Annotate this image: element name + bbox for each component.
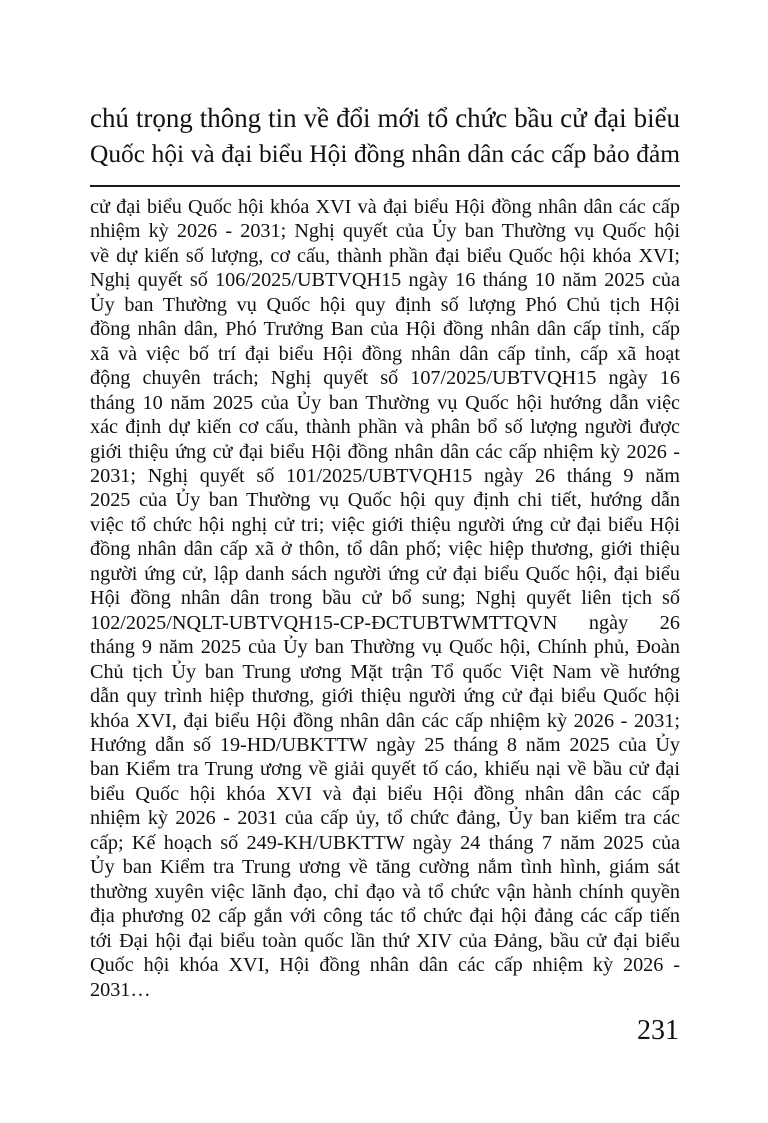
body-line: người ứng cử, lập danh sách người ứng cử đại biểu Quốc hội, đại biểu xyxy=(90,562,680,585)
heading-line: chú trọng thông tin về đổi mới tổ chức bầu cử đại biểu xyxy=(90,103,680,133)
body-line: dẫn quy trình hiệp thương, giới thiệu người ứng cử đại biểu Quốc hội xyxy=(90,685,680,708)
body-line: động chuyên trách; Nghị quyết số 107/2025/UBTVQH15 ngày 16 xyxy=(90,367,680,390)
body-line: giới thiệu ứng cử đại biểu Hội đồng nhân dân các cấp nhiệm kỳ 2026 - xyxy=(90,440,680,463)
body-line: đồng nhân dân cấp xã ở thôn, tổ dân phố; việc hiệp thương, giới thiệu xyxy=(90,538,680,561)
body-line: 102/2025/NQLT-UBTVQH15-CP-ĐCTUBTWMTTQVN ngày 26 xyxy=(90,611,680,634)
page-number: 231 xyxy=(637,1015,679,1046)
body-line: Hội đồng nhân dân trong bầu cử bổ sung; Nghị quyết liên tịch số xyxy=(90,587,680,610)
body-line: tới Đại hội đại biểu toàn quốc lần thứ XIV của Đảng, bầu cử đại biểu xyxy=(90,929,680,952)
body-line: cử đại biểu Quốc hội khóa XVI và đại biểu Hội đồng nhân dân các cấp xyxy=(90,196,680,218)
body-line: Hướng dẫn số 19-HD/UBKTTW ngày 25 tháng 8 năm 2025 của Ủy xyxy=(90,733,680,756)
body-line: thường xuyên việc lãnh đạo, chỉ đạo và tổ chức vận hành chính quyền xyxy=(90,880,680,903)
body-line: việc tổ chức hội nghị cử tri; việc giới thiệu người ứng cử đại biểu Hội xyxy=(90,513,680,536)
body-line: xác định dự kiến cơ cấu, thành phần và phân bổ số lượng người được xyxy=(90,416,680,439)
body-line: Nghị quyết số 106/2025/UBTVQH15 ngày 16 tháng 10 năm 2025 của xyxy=(90,269,680,292)
body-line: Ủy ban Thường vụ Quốc hội quy định số lượng Phó Chủ tịch Hội xyxy=(90,293,680,316)
footnote-separator-rule xyxy=(90,185,680,187)
body-line: tháng 10 năm 2025 của Ủy ban Thường vụ Quốc hội hướng dẫn việc xyxy=(90,391,680,414)
body-line: nhiệm kỳ 2026 - 2031 của cấp ủy, tổ chức đảng, Ủy ban kiểm tra các xyxy=(90,807,680,830)
body-line: 2025 của Ủy ban Thường vụ Quốc hội quy định chi tiết, hướng dẫn xyxy=(90,489,680,512)
body-line: 2031; Nghị quyết số 101/2025/UBTVQH15 ngày 26 tháng 9 năm xyxy=(90,464,680,487)
body-line: địa phương 02 cấp gắn với công tác tổ chức đại hội đảng các cấp tiến xyxy=(90,905,680,928)
body-line: xã và việc bố trí đại biểu Hội đồng nhân dân cấp tỉnh, cấp xã hoạt xyxy=(90,342,680,365)
body-line: tháng 9 năm 2025 của Ủy ban Thường vụ Quốc hội, Chính phủ, Đoàn xyxy=(90,636,680,659)
footnote-body xyxy=(90,195,680,1002)
body-line: ban Kiểm tra Trung ương về giải quyết tố cáo, khiếu nại về bầu cử đại xyxy=(90,758,680,781)
body-line: 2031… xyxy=(90,978,151,1001)
heading-line: Quốc hội và đại biểu Hội đồng nhân dân các cấp bảo đảm xyxy=(90,140,680,168)
body-line: về dự kiến số lượng, cơ cấu, thành phần đại biểu Quốc hội khóa XVI; xyxy=(90,244,680,267)
body-line: biểu Quốc hội khóa XVI và đại biểu Hội đồng nhân dân các cấp xyxy=(90,782,680,805)
section-heading xyxy=(90,100,680,172)
body-line: Quốc hội khóa XVI, Hội đồng nhân dân các cấp nhiệm kỳ 2026 - xyxy=(90,954,680,977)
body-line: Chủ tịch Ủy ban Trung ương Mặt trận Tổ quốc Việt Nam về hướng xyxy=(90,660,680,683)
body-line: nhiệm kỳ 2026 - 2031; Nghị quyết của Ủy ban Thường vụ Quốc hội xyxy=(90,220,680,243)
body-line: khóa XVI, đại biểu Hội đồng nhân dân các cấp nhiệm kỳ 2026 - 2031; xyxy=(90,709,680,732)
body-line: Ủy ban Kiểm tra Trung ương về tăng cường nắm tình hình, giám sát xyxy=(90,856,680,879)
body-line: đồng nhân dân, Phó Trưởng Ban của Hội đồng nhân dân cấp tỉnh, cấp xyxy=(90,318,680,341)
body-line: cấp; Kế hoạch số 249-KH/UBKTTW ngày 24 tháng 7 năm 2025 của xyxy=(90,831,680,854)
